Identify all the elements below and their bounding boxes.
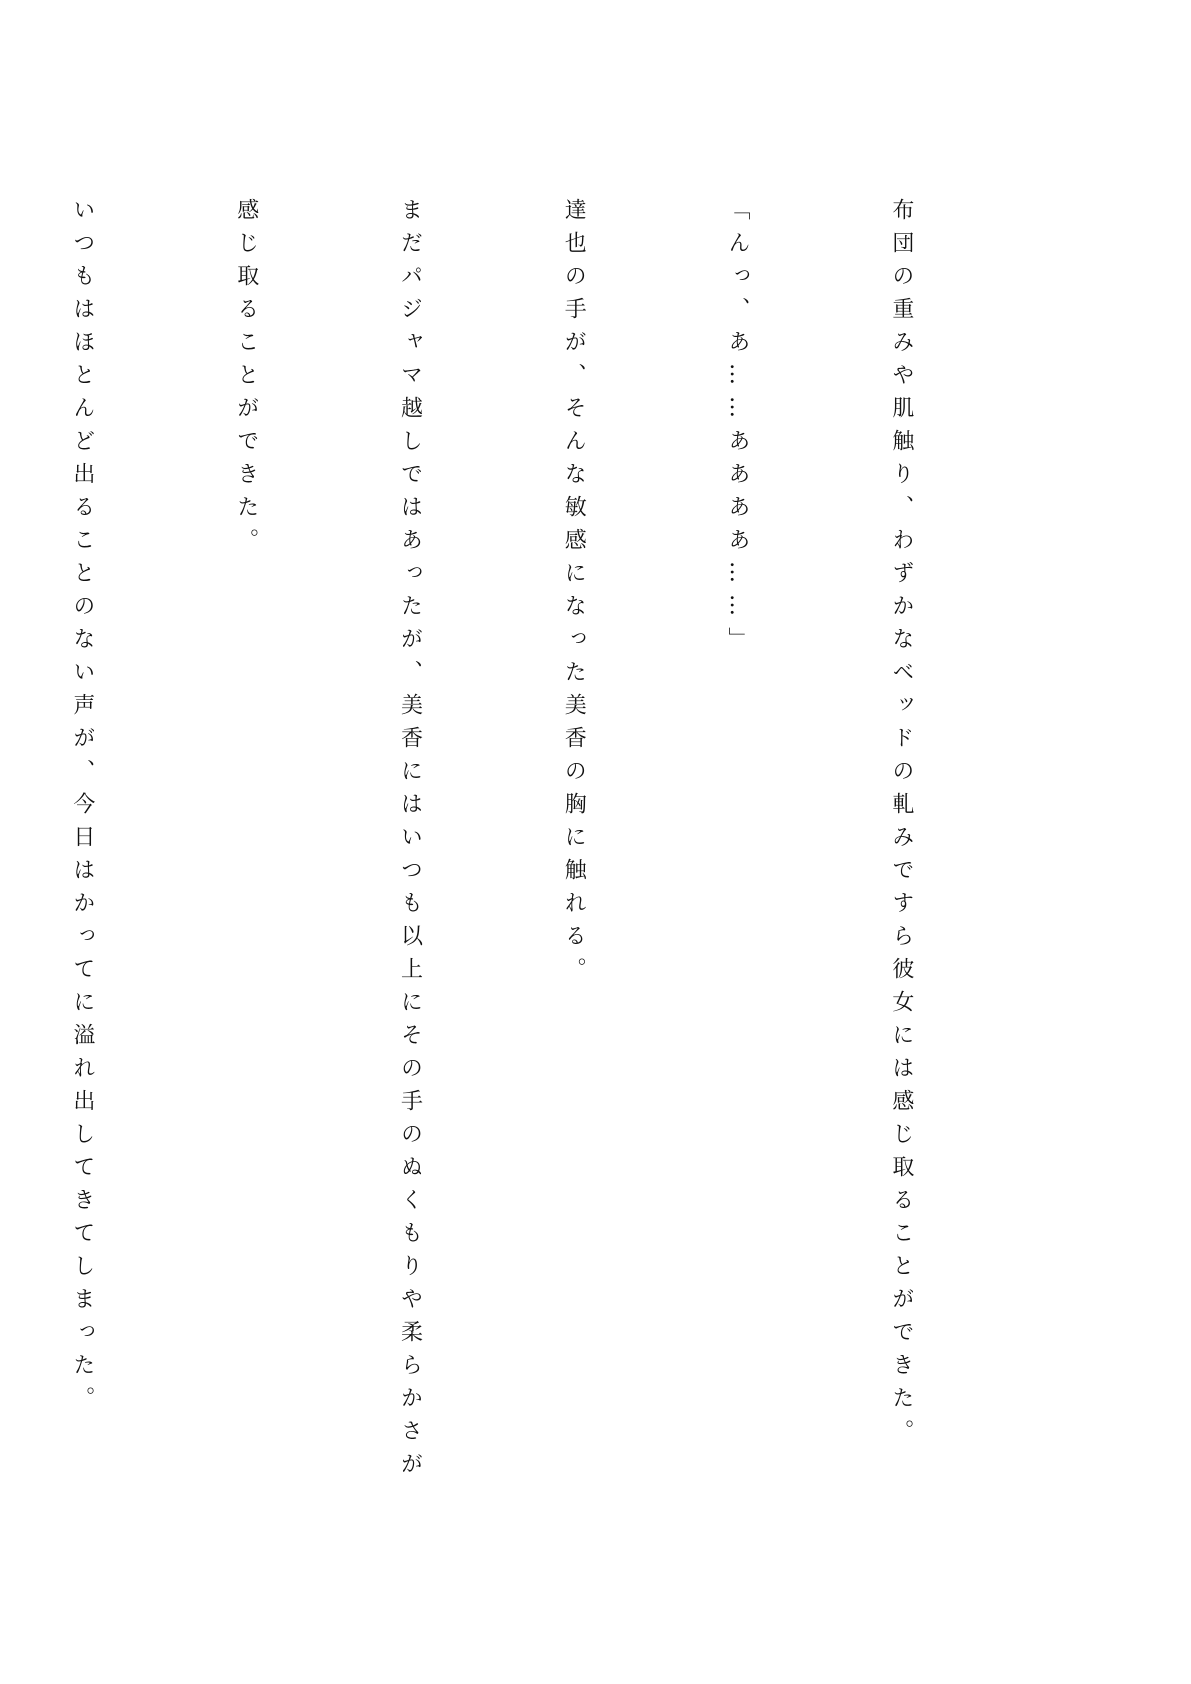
text-column-6: いつもはほとんど出ることのない声が、今日はかってに溢れ出してきてしまった。 bbox=[69, 198, 95, 1419]
text-column-3: 達也の手が、そんな敏感になった美香の胸に触れる。 bbox=[561, 198, 587, 990]
text-column-2: 「んっ、あ……ああああ……」 bbox=[725, 198, 751, 660]
text-column-5: 感じ取ることができた。 bbox=[233, 198, 259, 561]
text-column-1: 布団の重みや肌触り、わずかなベッドの軋みですら彼女には感じ取ることができた。 bbox=[888, 198, 914, 1452]
vertical-text-body bbox=[0, 198, 1037, 1528]
text-column-4: まだパジャマ越しではあったが、美香にはいつも以上にその手のぬくもりや柔らかさが bbox=[397, 198, 423, 1485]
